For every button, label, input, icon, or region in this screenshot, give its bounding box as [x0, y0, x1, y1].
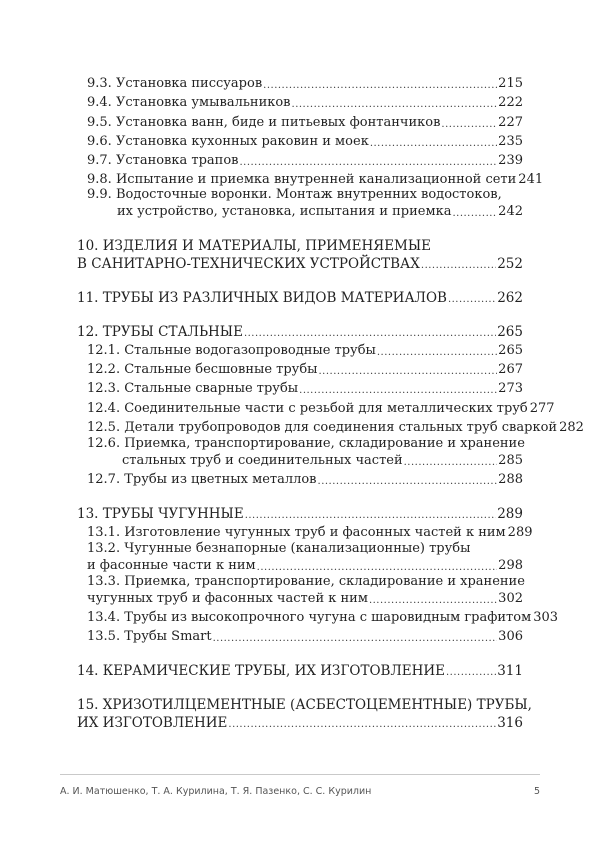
toc-entry-title: Детали трубопроводов для соединения стальных труб сваркой [124, 420, 558, 435]
toc-chapter-number: 14. [77, 663, 99, 679]
toc-entry-9-5[interactable] [87, 115, 523, 131]
toc-entry-9-9-line1[interactable] [87, 187, 502, 203]
toc-entry-12-7[interactable] [87, 472, 523, 488]
leader-dots [441, 119, 497, 131]
toc-chapter-page: 316 [497, 715, 523, 731]
toc-entry-title: Изготовление чугунных труб и фасонных частей к ним [124, 525, 506, 540]
toc-entry-page: 277 [529, 401, 555, 416]
toc-entry-title: Установка трапов [115, 153, 239, 168]
leader-dots [319, 366, 498, 378]
toc-chapter-page: 265 [497, 324, 523, 340]
toc-entry-12-2[interactable] [87, 362, 523, 378]
toc-entry-page: 282 [559, 420, 584, 435]
toc-entry-number: 13.2. [87, 541, 121, 556]
toc-chapter-title: ТРУБЫ СТАЛЬНЫЕ [102, 324, 243, 340]
toc-entry-title: Чугунные безнапорные (канализационные) трубы [124, 541, 471, 556]
toc-entry-12-5[interactable] [87, 420, 584, 436]
footer-authors: А. И. Матюшенко, Т. А. Курилина, Т. Я. Пазенко, С. С. Курилин [60, 786, 372, 797]
toc-entry-page: 273 [498, 381, 523, 396]
toc-entry-title: Установка писсуаров [115, 76, 263, 91]
leader-dots [213, 633, 498, 645]
toc-entry-number: 13.1. [87, 525, 121, 540]
toc-entry-page: 265 [498, 343, 523, 358]
toc-chapter-title-continued: ИХ ИЗГОТОВЛЕНИЕ [77, 715, 228, 731]
toc-entry-9-7[interactable] [87, 153, 523, 169]
toc-entry-number: 12.4. [87, 401, 121, 416]
toc-chapter-number: 10. [77, 238, 99, 254]
toc-entry-9-3[interactable] [87, 76, 523, 92]
toc-entry-title: Трубы из цветных металлов [124, 472, 317, 487]
toc-entry-number: 12.5. [87, 420, 121, 435]
toc-entry-title: Стальные бесшовные трубы [124, 362, 318, 377]
toc-entry-12-6[interactable] [122, 453, 523, 469]
toc-entry-title-continued: чугунных труб и фасонных частей к ним [87, 591, 368, 606]
toc-chapter-number: 13. [77, 506, 99, 522]
toc-entry-page: 303 [533, 610, 559, 625]
toc-entry-13-2-line1[interactable] [87, 541, 470, 557]
toc-chapter-number: 15. [77, 697, 99, 713]
toc-chapter-title-continued: В САНИТАРНО-ТЕХНИЧЕСКИХ УСТРОЙСТВАХ [77, 256, 420, 272]
toc-chapter-page: 252 [497, 256, 523, 272]
toc-entry-number: 9.4. [87, 95, 112, 110]
toc-entry-number: 13.5. [87, 629, 121, 644]
toc-entry-12-1[interactable] [87, 343, 523, 359]
toc-chapter-page: 311 [497, 663, 523, 679]
toc-chapter-13[interactable] [77, 506, 523, 522]
toc-entry-9-6[interactable] [87, 134, 523, 150]
toc-entry-number: 9.6. [87, 134, 112, 149]
toc-chapter-page: 262 [497, 290, 523, 306]
toc-chapter-14[interactable] [77, 663, 523, 679]
leader-dots [446, 667, 496, 679]
toc-entry-12-4[interactable] [87, 401, 555, 417]
toc-entry-number: 9.3. [87, 76, 112, 91]
toc-entry-13-4[interactable] [87, 610, 559, 626]
toc-entry-number: 12.2. [87, 362, 121, 377]
toc-entry-number: 9.5. [87, 115, 112, 130]
toc-entry-title-continued: и фасонные части к ним [87, 558, 256, 573]
toc-chapter-number: 11. [77, 290, 99, 306]
toc-chapter-title: ХРИЗОТИЛЦЕМЕНТНЫЕ (АСБЕСТОЦЕМЕНТНЫЕ) ТРУБЫ, [102, 697, 532, 713]
toc-entry-page: 298 [498, 558, 523, 573]
leader-dots [377, 347, 497, 359]
toc-entry-number: 13.4. [87, 610, 121, 625]
toc-entry-title: Трубы Smart [124, 629, 212, 644]
toc-entry-number: 9.8. [87, 172, 112, 187]
footer-page-number: 5 [534, 786, 541, 797]
footer-divider [60, 774, 540, 775]
toc-chapter-title: ТРУБЫ ИЗ РАЗЛИЧНЫХ ВИДОВ МАТЕРИАЛОВ [102, 290, 447, 306]
toc-chapter-number: 12. [77, 324, 99, 340]
toc-entry-12-3[interactable] [87, 381, 523, 397]
toc-entry-13-2[interactable] [87, 558, 523, 574]
leader-dots [244, 328, 496, 340]
toc-chapter-12[interactable] [77, 324, 523, 340]
toc-chapter-15-line1[interactable] [77, 697, 532, 713]
toc-chapter-10-line1[interactable] [77, 238, 431, 254]
leader-dots [228, 719, 496, 731]
toc-entry-number: 12.3. [87, 381, 121, 396]
toc-entry-title-continued: их устройство, установка, испытания и приемка [117, 204, 452, 219]
toc-entry-13-1[interactable] [87, 525, 533, 541]
toc-chapter-page: 289 [497, 506, 523, 522]
toc-entry-title: Водосточные воронки. Монтаж внутренних водостоков, [115, 187, 502, 202]
leader-dots [257, 562, 498, 574]
toc-entry-page: 285 [498, 453, 523, 468]
toc-entry-title: Трубы из высокопрочного чугуна с шаровидным графитом [124, 610, 532, 625]
toc-entry-page: 288 [498, 472, 523, 487]
toc-entry-title: Соединительные части с резьбой для металлических труб [124, 401, 528, 416]
toc-entry-page: 289 [507, 525, 533, 540]
toc-entry-title: Установка умывальников [115, 95, 291, 110]
toc-entry-13-3[interactable] [87, 591, 523, 607]
toc-entry-number: 12.7. [87, 472, 121, 487]
toc-entry-number: 12.1. [87, 343, 121, 358]
toc-entry-title-continued: стальных труб и соединительных частей [122, 453, 403, 468]
toc-entry-number: 9.9. [87, 187, 112, 202]
toc-entry-page: 215 [498, 76, 523, 91]
toc-entry-title: Приемка, транспортирование, складирование и хранение [124, 436, 525, 451]
toc-entry-title: Установка ванн, биде и питьевых фонтанчиков [115, 115, 441, 130]
leader-dots [370, 138, 497, 150]
toc-entry-title: Испытание и приемка внутренней канализационной сети [115, 172, 517, 187]
toc-entry-9-8[interactable] [87, 172, 544, 188]
toc-entry-page: 241 [518, 172, 544, 187]
toc-entry-12-6-line1[interactable] [87, 436, 525, 452]
toc-entry-13-3-line1[interactable] [87, 574, 525, 590]
toc-entry-number: 9.7. [87, 153, 112, 168]
toc-entry-9-4[interactable] [87, 95, 523, 111]
toc-entry-number: 12.6. [87, 436, 121, 451]
leader-dots [421, 260, 496, 272]
leader-dots [404, 457, 498, 469]
leader-dots [245, 510, 497, 522]
leader-dots [452, 208, 497, 220]
toc-entry-number: 13.3. [87, 574, 121, 589]
toc-entry-page: 242 [498, 204, 523, 219]
toc-entry-page: 302 [498, 591, 523, 606]
toc-entry-page: 306 [498, 629, 523, 644]
toc-chapter-10[interactable] [77, 256, 523, 272]
toc-chapter-11[interactable] [77, 290, 523, 306]
leader-dots [263, 80, 497, 92]
leader-dots [299, 385, 497, 397]
leader-dots [318, 476, 498, 488]
toc-entry-page: 227 [498, 115, 523, 130]
toc-entry-title: Стальные сварные трубы [124, 381, 299, 396]
toc-entry-title: Стальные водогазопроводные трубы [124, 343, 376, 358]
leader-dots [292, 99, 498, 111]
toc-chapter-title: КЕРАМИЧЕСКИЕ ТРУБЫ, ИХ ИЗГОТОВЛЕНИЕ [102, 663, 445, 679]
toc-chapter-15[interactable] [77, 715, 523, 731]
leader-dots [239, 157, 497, 169]
toc-entry-9-9[interactable] [117, 204, 523, 220]
toc-entry-title: Приемка, транспортирование, складирование и хранение [124, 574, 525, 589]
toc-entry-page: 239 [498, 153, 523, 168]
toc-entry-page: 222 [498, 95, 523, 110]
leader-dots [369, 595, 497, 607]
toc-chapter-title: ИЗДЕЛИЯ И МАТЕРИАЛЫ, ПРИМЕНЯЕМЫЕ [102, 238, 432, 254]
toc-chapter-title: ТРУБЫ ЧУГУННЫЕ [102, 506, 244, 522]
toc-entry-13-5[interactable] [87, 629, 523, 645]
toc-entry-page: 267 [498, 362, 523, 377]
leader-dots [448, 294, 496, 306]
toc-entry-title: Установка кухонных раковин и моек [115, 134, 369, 149]
toc-entry-page: 235 [498, 134, 523, 149]
